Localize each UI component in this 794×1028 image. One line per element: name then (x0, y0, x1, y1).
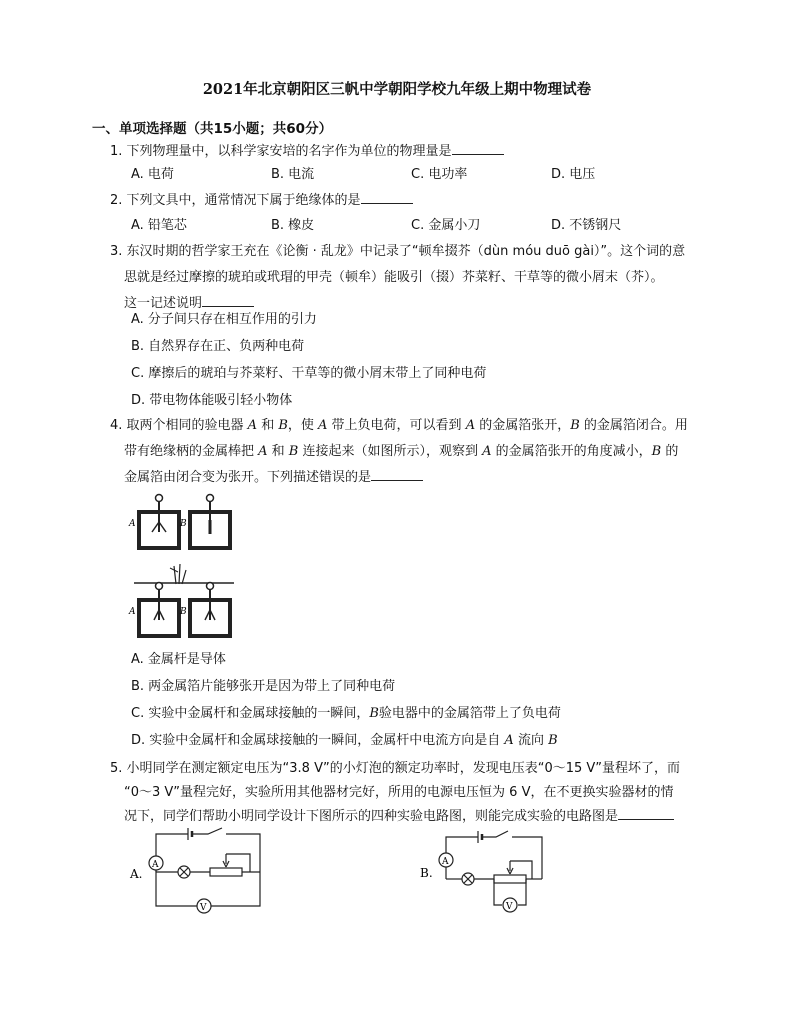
q4-option-b[interactable]: B. 两金属箔片能够张开是因为带上了同种电荷 (131, 679, 396, 694)
var-b: B (369, 706, 379, 721)
q5-line-3: 况下，同学们帮助小明同学设计下图所示的四种实验电路图，则能完成实验的电路图是 (124, 809, 619, 824)
electroscope-b-after (190, 583, 230, 637)
q3-option-a[interactable]: A. 分子间只存在相互作用的引力 (131, 312, 317, 327)
voltmeter-label: V (506, 902, 513, 912)
var-b: B (288, 444, 299, 459)
circuit-b (418, 827, 558, 919)
fig-label-a: A (129, 607, 136, 617)
q4-option-d[interactable] (131, 730, 691, 757)
q1-option-d[interactable]: D. 电压 (551, 167, 596, 182)
q4-option-d-text: 流向 (513, 733, 549, 748)
page-title: 2021年北京朝阳区三帆中学朝阳学校九年级上期中物理试卷 (202, 81, 592, 98)
q4-options (131, 649, 691, 757)
q1-options (131, 163, 691, 182)
q4-text: 的金属箔张开， (475, 418, 571, 433)
ammeter-label: A (442, 857, 449, 867)
q4-text: 带上负电荷，可以看到 (327, 418, 466, 433)
q3-line-1: 3. 东汉时期的哲学家王充在《论衡 · 乱龙》中记录了“顿牟掇芥（dùn móu duō gài）”。这个词的意 (110, 244, 686, 259)
q2-option-b[interactable]: B. 橡皮 (271, 218, 315, 233)
q2-options (131, 214, 691, 233)
q2-option-a[interactable]: A. 铅笔芯 (131, 218, 187, 233)
q4-option-d-text: D. 实验中金属杆和金属球接触的一瞬间，金属杆中电流方向是自 (131, 733, 505, 748)
q2-option-d[interactable]: D. 不锈钢尺 (551, 218, 622, 233)
var-a: A (258, 444, 268, 459)
q1-stem: 1. 下列物理量中，以科学家安培的名字作为单位的物理量是 (110, 144, 452, 159)
q5-line-1: 5. 小明同学在测定额定电压为“3.8 V”的小灯泡的额定功率时，发现电压表“0～15 V”量程坏了，而 (110, 761, 681, 776)
q4-option-c-text: 验电器中的金属箔带上了负电荷 (378, 706, 561, 721)
metal-rod (134, 564, 234, 584)
fig-label-b: B (180, 519, 187, 529)
var-a: A (247, 418, 258, 433)
q5-line-2: “0～3 V”量程完好，实验所用其他器材完好，所用的电源电压恒为 6 V，在不更换实验器材的情 (124, 785, 674, 800)
q3-option-d[interactable]: D. 带电物体能吸引轻小物体 (131, 393, 293, 408)
q4-text: 4. 取两个相同的验电器 (110, 418, 248, 433)
q3-option-c[interactable]: C. 摩擦后的琥珀与芥菜籽、干草等的微小屑末带上了同种电荷 (131, 366, 487, 381)
q1-option-a[interactable]: A. 电荷 (131, 167, 174, 182)
question-4 (110, 413, 710, 491)
q4-text: 的金属箔闭合。用 (579, 418, 688, 433)
var-a: A (465, 418, 476, 433)
var-b: B (548, 733, 558, 748)
q3-line-2: 思就是经过摩擦的琥珀或玳瑁的甲壳（顿牟）能吸引（掇）芥菜籽、干草等的微小屑末（芥）。 (124, 270, 664, 285)
var-a: A (318, 418, 328, 433)
electroscope-figure (128, 492, 240, 642)
fig-label-a: A (129, 519, 136, 529)
electroscope-a-before (139, 495, 179, 549)
var-a: A (504, 733, 514, 748)
answer-blank (618, 807, 674, 820)
q4-option-c[interactable] (131, 703, 691, 730)
q4-text: 和 (267, 444, 289, 459)
fig-label-b: B (180, 607, 187, 617)
q4-line-3: 金属箔由闭合变为张开。下列描述错误的是 (124, 470, 372, 485)
q3-option-b[interactable]: B. 自然界存在正、负两种电荷 (131, 339, 305, 354)
q3-line-3: 这一记述说明 (124, 296, 203, 311)
var-a: A (482, 444, 492, 459)
q4-text: 的 (661, 444, 679, 459)
var-b: B (570, 418, 580, 433)
circuit-b-label: B. (420, 866, 433, 880)
q4-text: 和 (257, 418, 279, 433)
q4-option-c-text: C. 实验中金属杆和金属球接触的一瞬间， (131, 706, 370, 721)
rheostat-icon (210, 868, 242, 876)
answer-blank (361, 191, 413, 204)
q4-option-a[interactable]: A. 金属杆是导体 (131, 652, 226, 667)
ammeter-label: A (152, 860, 159, 870)
q4-text: ，使 (287, 418, 319, 433)
q1-option-b[interactable]: B. 电流 (271, 167, 315, 182)
voltmeter-label: V (200, 903, 207, 913)
electroscope-b-before (190, 495, 230, 549)
answer-blank (452, 142, 504, 155)
q2-stem: 2. 下列文具中，通常情况下属于绝缘体的是 (110, 193, 361, 208)
answer-blank (371, 468, 423, 481)
var-b: B (278, 418, 288, 433)
var-b: B (651, 444, 662, 459)
q4-text: 连接起来（如图所示），观察到 (298, 444, 483, 459)
answer-blank (202, 294, 254, 307)
q2-option-c[interactable]: C. 金属小刀 (411, 218, 481, 233)
q3-options (131, 309, 691, 417)
question-5 (110, 757, 710, 829)
section-heading: 一、单项选择题（共15小题；共60分） (92, 121, 333, 137)
question-2 (110, 190, 710, 212)
q1-option-c[interactable]: C. 电功率 (411, 167, 468, 182)
rheostat-icon (494, 875, 526, 883)
circuit-a (128, 824, 268, 916)
question-3 (110, 239, 710, 317)
electroscope-a-after (139, 583, 179, 637)
q4-text: 带有绝缘柄的金属棒把 (124, 444, 259, 459)
circuit-a-label: A. (130, 867, 143, 881)
question-1 (110, 141, 710, 163)
q4-text: 的金属箔张开的角度减小， (491, 444, 652, 459)
